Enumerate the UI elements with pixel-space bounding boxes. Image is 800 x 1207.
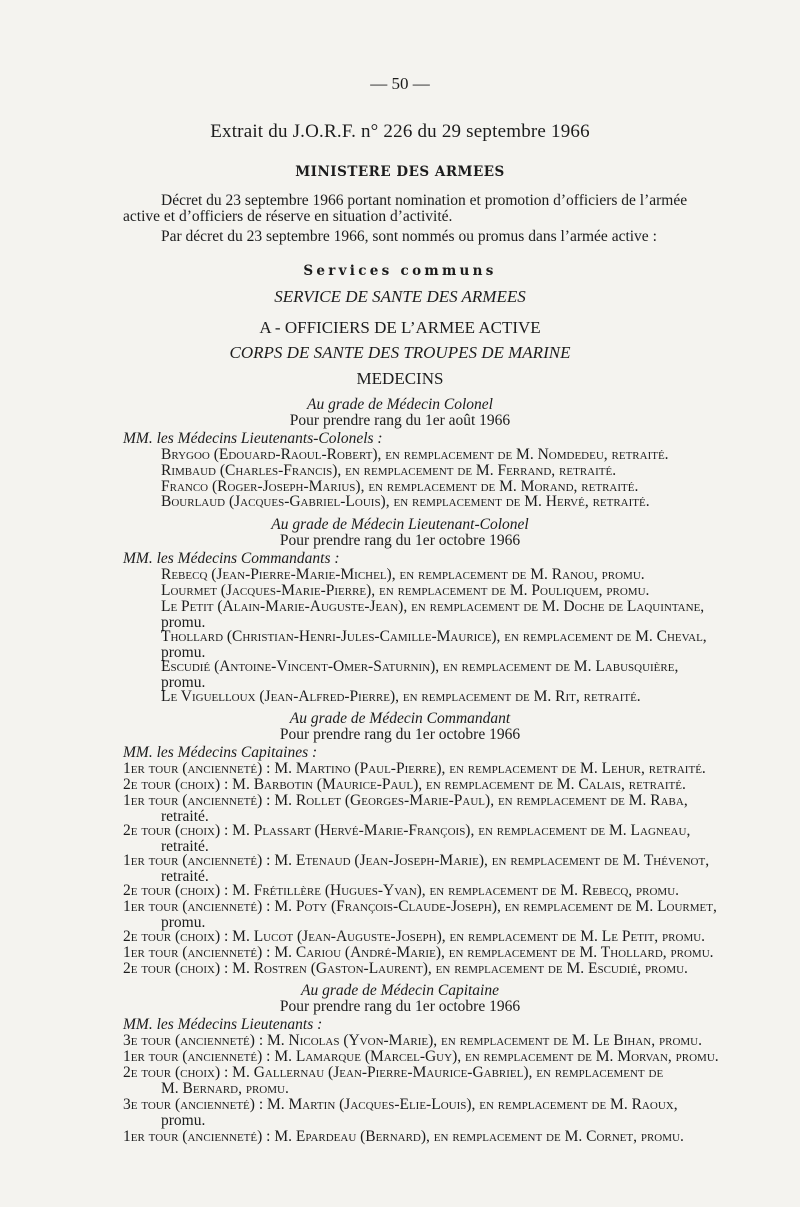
intro-line-1: Décret du 23 septembre 1966 portant nomination et promotion d’officiers de l’armée [161,192,688,209]
list-item: 1er tour (ancienneté) : M. Rollet (Georges-Marie-Paul), en remplacement de M. Raba, [123,792,688,809]
intro-line-3: Par décret du 23 septembre 1966, sont nommés ou promus dans l’armée active : [161,228,657,245]
grade-commandant: Au grade de Médecin Commandant [289,710,511,727]
list-item: Bourlaud (Jacques-Gabriel-Louis), en remplacement de M. Hervé, retraité. [161,493,650,510]
list-item: Rebecq (Jean-Pierre-Marie-Michel), en remplacement de M. Ranou, promu. [161,566,645,583]
rank-date-capitaine: Pour prendre rang du 1er octobre 1966 [279,998,521,1015]
intro-line-2: active et d’officiers de réserve en situation d’activité. [123,208,453,225]
grade-colonel: Au grade de Médecin Colonel [307,396,493,413]
corps-heading: CORPS DE SANTE DES TROUPES DE MARINE [229,343,571,362]
list-item: promu. [161,914,206,931]
intro-lt-colonel: MM. les Médecins Commandants : [123,550,340,567]
list-item: 2e tour (choix) : M. Gallernau (Jean-Pierre-Maurice-Gabriel), en remplacement de [123,1064,664,1081]
list-item: 2e tour (choix) : M. Plassart (Hervé-Marie-François), en remplacement de M. Lagneau, [123,822,691,839]
list-item: 1er tour (ancienneté) : M. Lamarque (Marcel-Guy), en remplacement de M. Morvan, promu. [123,1048,719,1065]
list-item: 1er tour (ancienneté) : M. Martino (Paul-Pierre), en remplacement de M. Lehur, retraité. [123,760,706,777]
list-item: 1er tour (ancienneté) : M. Epardeau (Bernard), en remplacement de M. Cornet, promu. [123,1128,684,1145]
list-item: Rimbaud (Charles-Francis), en remplacement de M. Ferrand, retraité. [161,462,617,479]
list-item: retraité. [161,838,209,855]
grade-lt-colonel: Au grade de Médecin Lieutenant-Colonel [271,516,529,533]
medecins-heading: MEDECINS [356,369,444,388]
list-item: promu. [161,644,206,661]
document-title: Extrait du J.O.R.F. n° 226 du 29 septembre 1966 [210,121,590,142]
list-item: Franco (Roger-Joseph-Marius), en remplacement de M. Morand, retraité. [161,478,639,495]
list-item: promu. [161,1112,206,1129]
list-item: Le Viguelloux (Jean-Alfred-Pierre), en remplacement de M. Rit, retraité. [161,688,641,705]
list-item: Brygoo (Edouard-Raoul-Robert), en remplacement de M. Nomdedeu, retraité. [161,446,669,463]
list-item: retraité. [161,808,209,825]
rank-date-colonel: Pour prendre rang du 1er août 1966 [289,412,511,429]
list-item: 1er tour (ancienneté) : M. Cariou (André-Marie), en remplacement de M. Thollard, promu. [123,944,714,961]
list-item: 3e tour (ancienneté) : M. Nicolas (Yvon-Marie), en remplacement de M. Le Bihan, promu. [123,1032,702,1049]
list-item: 2e tour (choix) : M. Lucot (Jean-Auguste-Joseph), en remplacement de M. Le Petit, promu. [123,928,706,945]
list-item: Escudié (Antoine-Vincent-Omer-Saturnin), en remplacement de M. Labusquière, [161,658,679,675]
intro-commandant: MM. les Médecins Capitaines : [123,744,318,761]
ministry-heading: MINISTERE DES ARMEES [295,164,505,180]
page-number: — 50 — [370,74,430,93]
list-item: M. Bernard, promu. [161,1080,289,1097]
officers-heading: A - OFFICIERS DE L’ARMEE ACTIVE [259,318,541,337]
list-item: Le Petit (Alain-Marie-Auguste-Jean), en remplacement de M. Doche de Laquintane, [161,598,705,615]
rank-date-commandant: Pour prendre rang du 1er octobre 1966 [279,726,521,743]
grade-capitaine: Au grade de Médecin Capitaine [300,982,499,999]
service-heading: SERVICE DE SANTE DES ARMEES [274,287,526,306]
list-item: promu. [161,674,206,691]
list-item: Thollard (Christian-Henri-Jules-Camille-Maurice), en remplacement de M. Cheval, [161,628,707,645]
list-item: retraité. [161,868,209,885]
intro-capitaine: MM. les Médecins Lieutenants : [123,1016,323,1033]
list-item: 2e tour (choix) : M. Barbotin (Maurice-Paul), en remplacement de M. Calais, retraité. [123,776,686,793]
rank-date-lt-colonel: Pour prendre rang du 1er octobre 1966 [279,532,521,549]
list-item: promu. [161,614,206,631]
list-item: 1er tour (ancienneté) : M. Etenaud (Jean-Joseph-Marie), en remplacement de M. Thévenot, [123,852,710,869]
list-item: 2e tour (choix) : M. Rostren (Gaston-Laurent), en remplacement de M. Escudié, promu. [123,960,688,977]
list-item: 1er tour (ancienneté) : M. Poty (François-Claude-Joseph), en remplacement de M. Lourmet, [123,898,717,915]
list-item: Lourmet (Jacques-Marie-Pierre), en remplacement de M. Pouliquem, promu. [161,582,650,599]
list-item: 2e tour (choix) : M. Frétillère (Hugues-Yvan), en remplacement de M. Rebecq, promu. [123,882,680,899]
services-heading: Services communs [303,263,497,279]
list-item: 3e tour (ancienneté) : M. Martin (Jacques-Elie-Louis), en remplacement de M. Raoux, [123,1096,678,1113]
intro-colonel: MM. les Médecins Lieutenants-Colonels : [123,430,383,447]
